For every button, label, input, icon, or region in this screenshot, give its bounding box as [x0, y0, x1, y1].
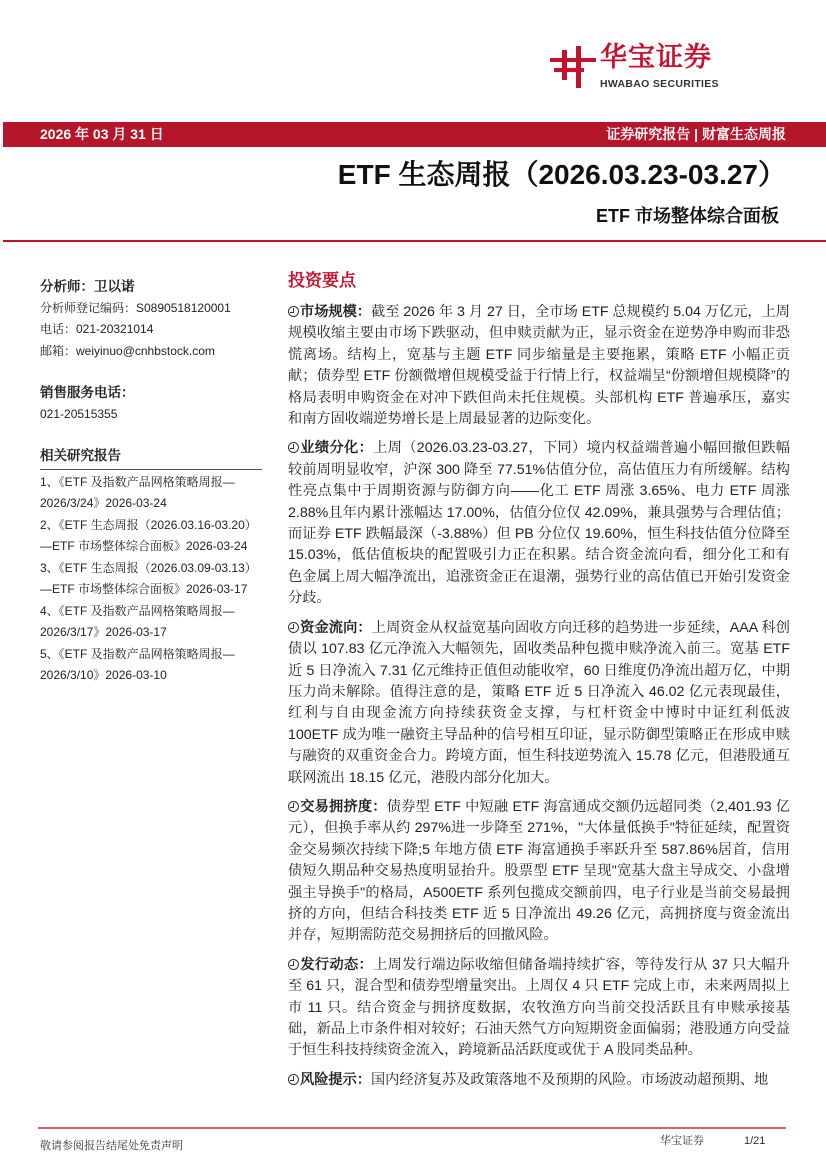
key-point-text: 上周发行端边际收缩但储备端持续扩容，等待发行从 37 只大幅升至 61 只，混合型和债券型增量突出。上周仅 4 只 ETF 完成上市，未来两周拟上市 11 只。结合资金与拥挤度数据，农牧渔方向当前交投活跃且有申赎承接基础，新品上市条件相对较好；石油天然气方向短期资金面偏弱；港股通方向受益于恒生科技持续资金流入，跨境新品活跃度或优于 A 股同类品种。: [288, 956, 790, 1059]
logo-en: HWABAO SECURITIES: [600, 78, 719, 90]
analyst-reg: 分析师登记编码：S0890518120001: [40, 300, 231, 315]
page-number: 1/21: [744, 1135, 766, 1147]
key-point: [288, 438, 790, 609]
key-point-label: 资金流向：: [300, 619, 372, 636]
related-report[interactable]: 2、《ETF 生态周报（2026.03.16-03.20）—ETF 市场整体综合面板》2026-03-24: [40, 517, 257, 553]
key-point-label: 交易拥挤度：: [300, 798, 387, 815]
related-report[interactable]: 4、《ETF 及指数产品网格策略周报—2026/3/17》2026-03-17: [40, 603, 235, 639]
page-subtitle: ETF 市场整体综合面板: [596, 206, 779, 226]
key-point-text: 上周资金从权益宽基向固收方向迁移的趋势进一步延续，AAA 科创债以 107.83 亿元净流入大幅领先，固收类品种包揽申赎净流入前三。宽基 ETF 近 5 日净流入 7.31 亿元维持正值但动能收窄，60 日维度仍净流出超万亿，中期压力尚未解除。值得注意的是，策略 ETF 近 5 日净流入 46.02 亿元表现最佳，红利与自由现金流方向持续获资金支撑，与杠杆资金中博时中证红利低波 100ETF 成为唯一融资主导品种的信号相互印证，显示防御型策略正在形成申赎与融资的双重资金合力。跨境方面，恒生科技逆势流入 15.78 亿元，但港股通互联网流出 18.15 亿元，港股内部分化加大。: [288, 619, 790, 786]
key-point: [288, 797, 790, 947]
key-point-label: 业绩分化：: [300, 440, 374, 457]
key-point: [288, 302, 790, 430]
clock-bullet-icon: [288, 959, 299, 970]
key-point-label: 发行动态：: [300, 956, 374, 973]
clock-bullet-icon: [288, 622, 299, 633]
key-point-text: 上周（2026.03.23-03.27，下同）境内权益端普遍小幅回撤但跌幅较前周明显收窄，沪深 300 降至 77.51%估值分位，高估值压力有所缓解。结构性亮点集中于周期资源与防御方向——化工 ETF 周涨 3.65%、电力 ETF 周涨 2.88%且年内累计涨幅达 17.00%，估值分位仅 42.09%，兼具强势与合理估值；而证券 ETF 跌幅最深（-3.88%）但 PB 分位仅 19.60%，恒生科技估值分位降至 15.03%，低估值板块的配置吸引力正在积累。结合资金流向看，细分化工和有色金属上周大幅净流出，追涨资金正在退潮，强势行业的高估值已开始引发资金分歧。: [288, 440, 790, 607]
sales-heading: 销售服务电话：: [40, 385, 135, 400]
page-title: ETF 生态周报（2026.03.23-03.27）: [337, 159, 786, 190]
report-date: 2026 年 03 月 31 日: [40, 126, 164, 142]
key-point-label: 市场规模：: [300, 304, 372, 320]
hwabao-logo: [548, 42, 788, 94]
key-point: [288, 1070, 790, 1091]
key-point: [288, 955, 790, 1062]
sidebar: [40, 276, 262, 687]
footer-disclaimer: 敬请参阅报告结尾处免责声明: [40, 1140, 183, 1152]
logo-cn: 华宝证券: [600, 42, 712, 72]
clock-bullet-icon: [288, 306, 299, 317]
analyst-phone: 电话：021-20321014: [40, 322, 154, 336]
clock-bullet-icon: [288, 801, 299, 812]
analyst-email[interactable]: 邮箱：weiyinuo@cnhbstock.com: [40, 343, 215, 358]
related-report[interactable]: 1、《ETF 及指数产品网格策略周报—2026/3/24》2026-03-24: [40, 474, 235, 510]
clock-bullet-icon: [288, 442, 299, 453]
related-report[interactable]: 3、《ETF 生态周报（2026.03.09-03.13）—ETF 市场整体综合面板》2026-03-17: [40, 560, 257, 596]
related-heading: 相关研究报告: [40, 445, 262, 470]
main-content: [288, 270, 790, 1099]
key-point-text: 截至 2026 年 3 月 27 日，全市场 ETF 总规模约 5.04 万亿元，上周规模收缩主要由市场下跌驱动，但申赎贡献为正，显示资金在逆势净申购而非恐慌离场。结构上，宽基与主题 ETF 同步缩量是主要拖累，策略 ETF 小幅正贡献；债券型 ETF 份额微增但规模受益于行情上行，权益端呈“份额增但规模降”的格局表明申购资金在对冲下跌但尚未托住规模。头部机构 ETF 普遍承压，嘉实和南方固收端逆势增长是上周最显著的边际变化。: [288, 304, 790, 428]
key-point-text: 债券型 ETF 中短融 ETF 海富通成交额仍远超同类（2,401.93 亿元），但换手率从约 297%进一步降至 271%，"大体量低换手"特征延续，配置资金交易频次持续下降;5 年地方债 ETF 海富通换手率跃升至 587.86%居首，信用债短久期品种交易热度明显抬升。股票型 ETF 呈现"宽基大盘主导成交、小盘增强主导换手"的格局，A500ETF 系列包揽成交额前四，电子行业是当前交易最拥挤的方向，但结合科技类 ETF 近 5 日净流出 49.26 亿元，高拥挤度与资金流出并存，短期需防范交易拥挤后的回撤风险。: [288, 798, 790, 944]
header-bar: [3, 122, 826, 147]
logo-mark-icon: [548, 44, 598, 90]
clock-bullet-icon: [288, 1074, 299, 1085]
footer-divider: [38, 1127, 786, 1129]
related-report[interactable]: 5、《ETF 及指数产品网格策略周报—2026/3/10》2026-03-10: [40, 646, 235, 682]
divider: [3, 240, 826, 242]
analyst-name: 分析师：卫以诺: [40, 279, 135, 294]
footer-brand: 华宝证券: [660, 1135, 704, 1147]
key-point-text: 国内经济复苏及政策落地不及预期的风险。市场波动超预期、地: [370, 1071, 769, 1088]
key-point: [288, 618, 790, 789]
key-point-label: 风险提示：: [300, 1071, 371, 1088]
section-heading: 投资要点: [288, 271, 356, 290]
sales-phone: 021-20515355: [40, 406, 118, 421]
report-type: 证券研究报告 | 财富生态周报: [606, 126, 786, 142]
